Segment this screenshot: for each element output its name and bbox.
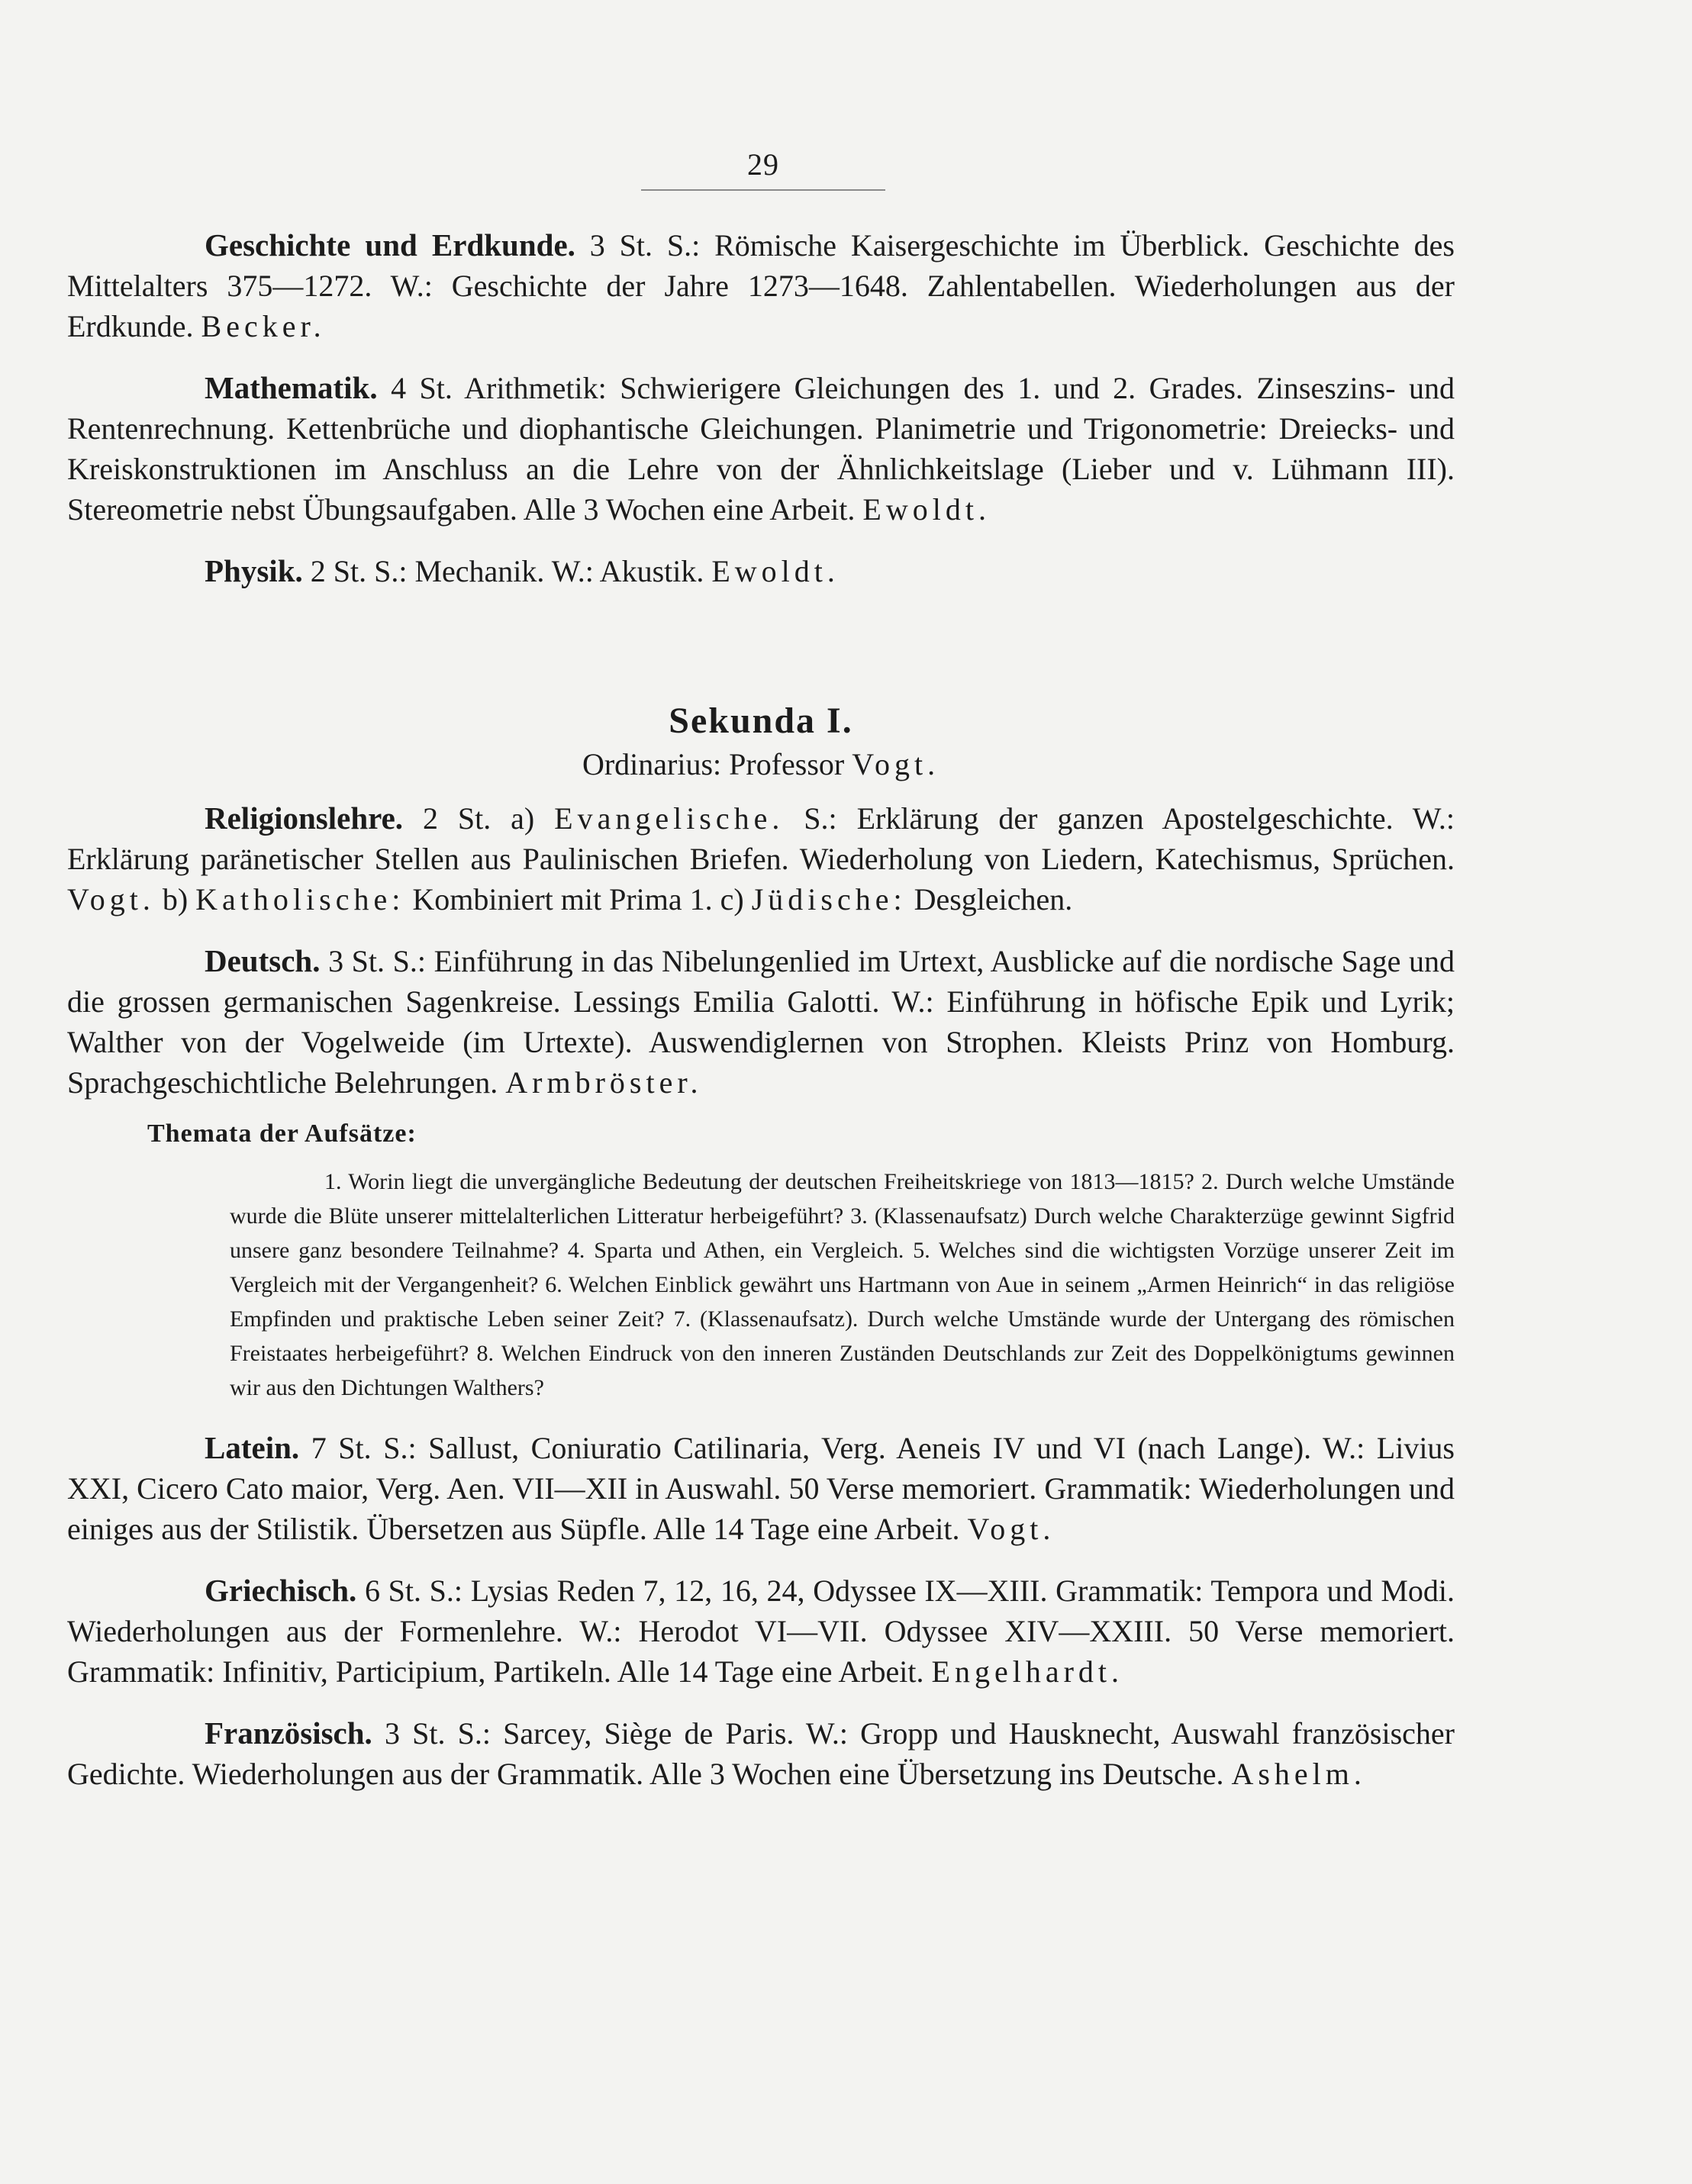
section-heading: Latein. — [205, 1430, 300, 1465]
denomination-label: Jüdische: — [751, 882, 907, 916]
section-text: S.: Erklärung der ganzen Apostelgeschichte. W.: Erklärung paränetischer Stellen aus Paulinischen Briefen. Wiederholung von Liedern, Katechismus, Sprüchen. — [67, 801, 1455, 876]
section-text: 2 St. S.: Mechanik. W.: Akustik. — [310, 554, 712, 588]
section-heading: Mathematik. — [205, 370, 378, 405]
section-heading: Französisch. — [205, 1715, 372, 1751]
section-text: 3 St. S.: Römische Kaisergeschichte im Überblick. Geschichte des Mittelalters 375—1272. W.: Geschichte der Jahre 1273—1648. Zahlentabellen. Wiederholungen aus der Erdkunde. — [67, 228, 1455, 343]
section-latein — [67, 1428, 1455, 1549]
themata-heading: Themata der Aufsätze: — [147, 1119, 417, 1148]
section-physik — [67, 551, 1455, 591]
section-heading: Griechisch. — [205, 1573, 357, 1608]
section-deutsch — [67, 941, 1455, 1103]
section-text: b) — [154, 882, 196, 916]
denomination-label: Katholische: — [195, 882, 405, 916]
teacher-name: Engelhardt. — [931, 1654, 1124, 1689]
ordinarius-line — [67, 744, 1455, 784]
page-number: 29 — [747, 147, 779, 182]
ordinarius-name: Vogt. — [852, 747, 940, 781]
section-heading: Deutsch. — [205, 943, 321, 978]
ordinarius-label: Ordinarius: Professor — [582, 747, 852, 781]
section-griechisch — [67, 1570, 1455, 1692]
section-mathematik — [67, 368, 1455, 530]
denomination-label: Evangelische. — [554, 801, 785, 836]
section-text: 3 St. S.: Sarcey, Siège de Paris. W.: Gropp und Hausknecht, Auswahl französischer Gedichte. Wiederholungen aus der Grammatik. Alle 3 Wochen eine Übersetzung ins Deutsche. — [67, 1716, 1455, 1791]
teacher-name: Armbröster. — [505, 1065, 703, 1100]
class-title: Sekunda I. — [669, 701, 853, 741]
section-text: Desgleichen. — [906, 882, 1073, 916]
section-text: 7 St. S.: Sallust, Coniuratio Catilinaria, Verg. Aeneis IV und VI (nach Lange). W.: Livius XXI, Cicero Cato maior, Verg. Aen. VII—XII in Auswahl. 50 Verse memoriert. Grammatik: Wiederholungen und einiges aus der Stilistik. Übersetzen aus Süpfle. Alle 14 Tage eine Arbeit. — [67, 1431, 1455, 1546]
teacher-name: Ewoldt. — [862, 492, 991, 527]
themata-list — [230, 1164, 1455, 1405]
section-franzoesisch — [67, 1713, 1455, 1794]
teacher-name: Becker. — [201, 309, 326, 343]
section-heading: Religionslehre. — [205, 800, 404, 836]
section-text: 4 St. Arithmetik: Schwierigere Gleichungen des 1. und 2. Grades. Zinseszins- und Rentenrechnung. Kettenbrüche und diophantische Gleichungen. Planimetrie und Trigonometrie: Dreiecks- und Kreiskonstruktionen im Anschluss an die Lehre von der Ähnlichkeitslage (Lieber und v. Lühmann III). Stereometrie nebst Übungsaufgaben. Alle 3 Wochen eine Arbeit. — [67, 371, 1455, 527]
section-heading: Geschichte und Erdkunde. — [205, 227, 575, 263]
section-text: Kombiniert mit Prima 1. c) — [404, 882, 752, 916]
teacher-name: Vogt. — [967, 1512, 1055, 1546]
themata-text: 1. Worin liegt die unvergängliche Bedeutung der deutschen Freiheitskriege von 1813—1815? 2. Durch welche Umstände wurde die Blüte unserer mittelalterlichen Litteratur herbeigeführt? 3. (Klassenaufsatz) Durch welche Charakterzüge gewinnt Sigfrid unsere ganz besondere Teilnahme? 4. Sparta und Athen, ein Vergleich. 5. Welches sind die wichtigsten Vorzüge unserer Zeit im Vergleich mit der Vergangenheit? 6. Welchen Einblick gewährt uns Hartmann von Aue in seinem „Armen Heinrich“ in das religiöse Empfinden und praktische Leben seiner Zeit? 7. (Klassenaufsatz). Durch welche Umstände wurde der Untergang des römischen Freistaates herbeigeführt? 8. Welchen Eindruck von den inneren Zuständen Deutschlands zur Zeit des Doppelkönigtums gewinnen wir aus den Dichtungen Walthers? — [230, 1169, 1455, 1400]
teacher-name: Vogt. — [67, 882, 155, 916]
page-content — [67, 225, 1455, 1815]
section-text: 3 St. S.: Einführung in das Nibelungenlied im Urtext, Ausblicke auf die nordische Sage und die grossen germanischen Sagenkreise. Lessings Emilia Galotti. W.: Einführung in höfische Epik und Lyrik; Walther von der Vogelweide (im Urtexte). Auswendiglernen von Strophen. Kleists Prinz von Homburg. Sprachgeschichtliche Belehrungen. — [67, 944, 1455, 1100]
section-religion — [67, 798, 1455, 920]
section-heading: Physik. — [205, 553, 303, 588]
teacher-name: Ewoldt. — [711, 554, 840, 588]
section-text: 6 St. S.: Lysias Reden 7, 12, 16, 24, Odyssee IX—XIII. Grammatik: Tempora und Modi. Wiederholungen aus der Formenlehre. W.: Herodot VI—VII. Odyssee XIV—XXIII. 50 Verse memoriert. Grammatik: Infinitiv, Participium, Partikeln. Alle 14 Tage eine Arbeit. — [67, 1574, 1455, 1689]
header-rule — [641, 189, 885, 191]
section-geschichte — [67, 225, 1455, 346]
teacher-name: Ashelm. — [1231, 1757, 1366, 1791]
section-text: 2 St. a) — [422, 801, 555, 836]
